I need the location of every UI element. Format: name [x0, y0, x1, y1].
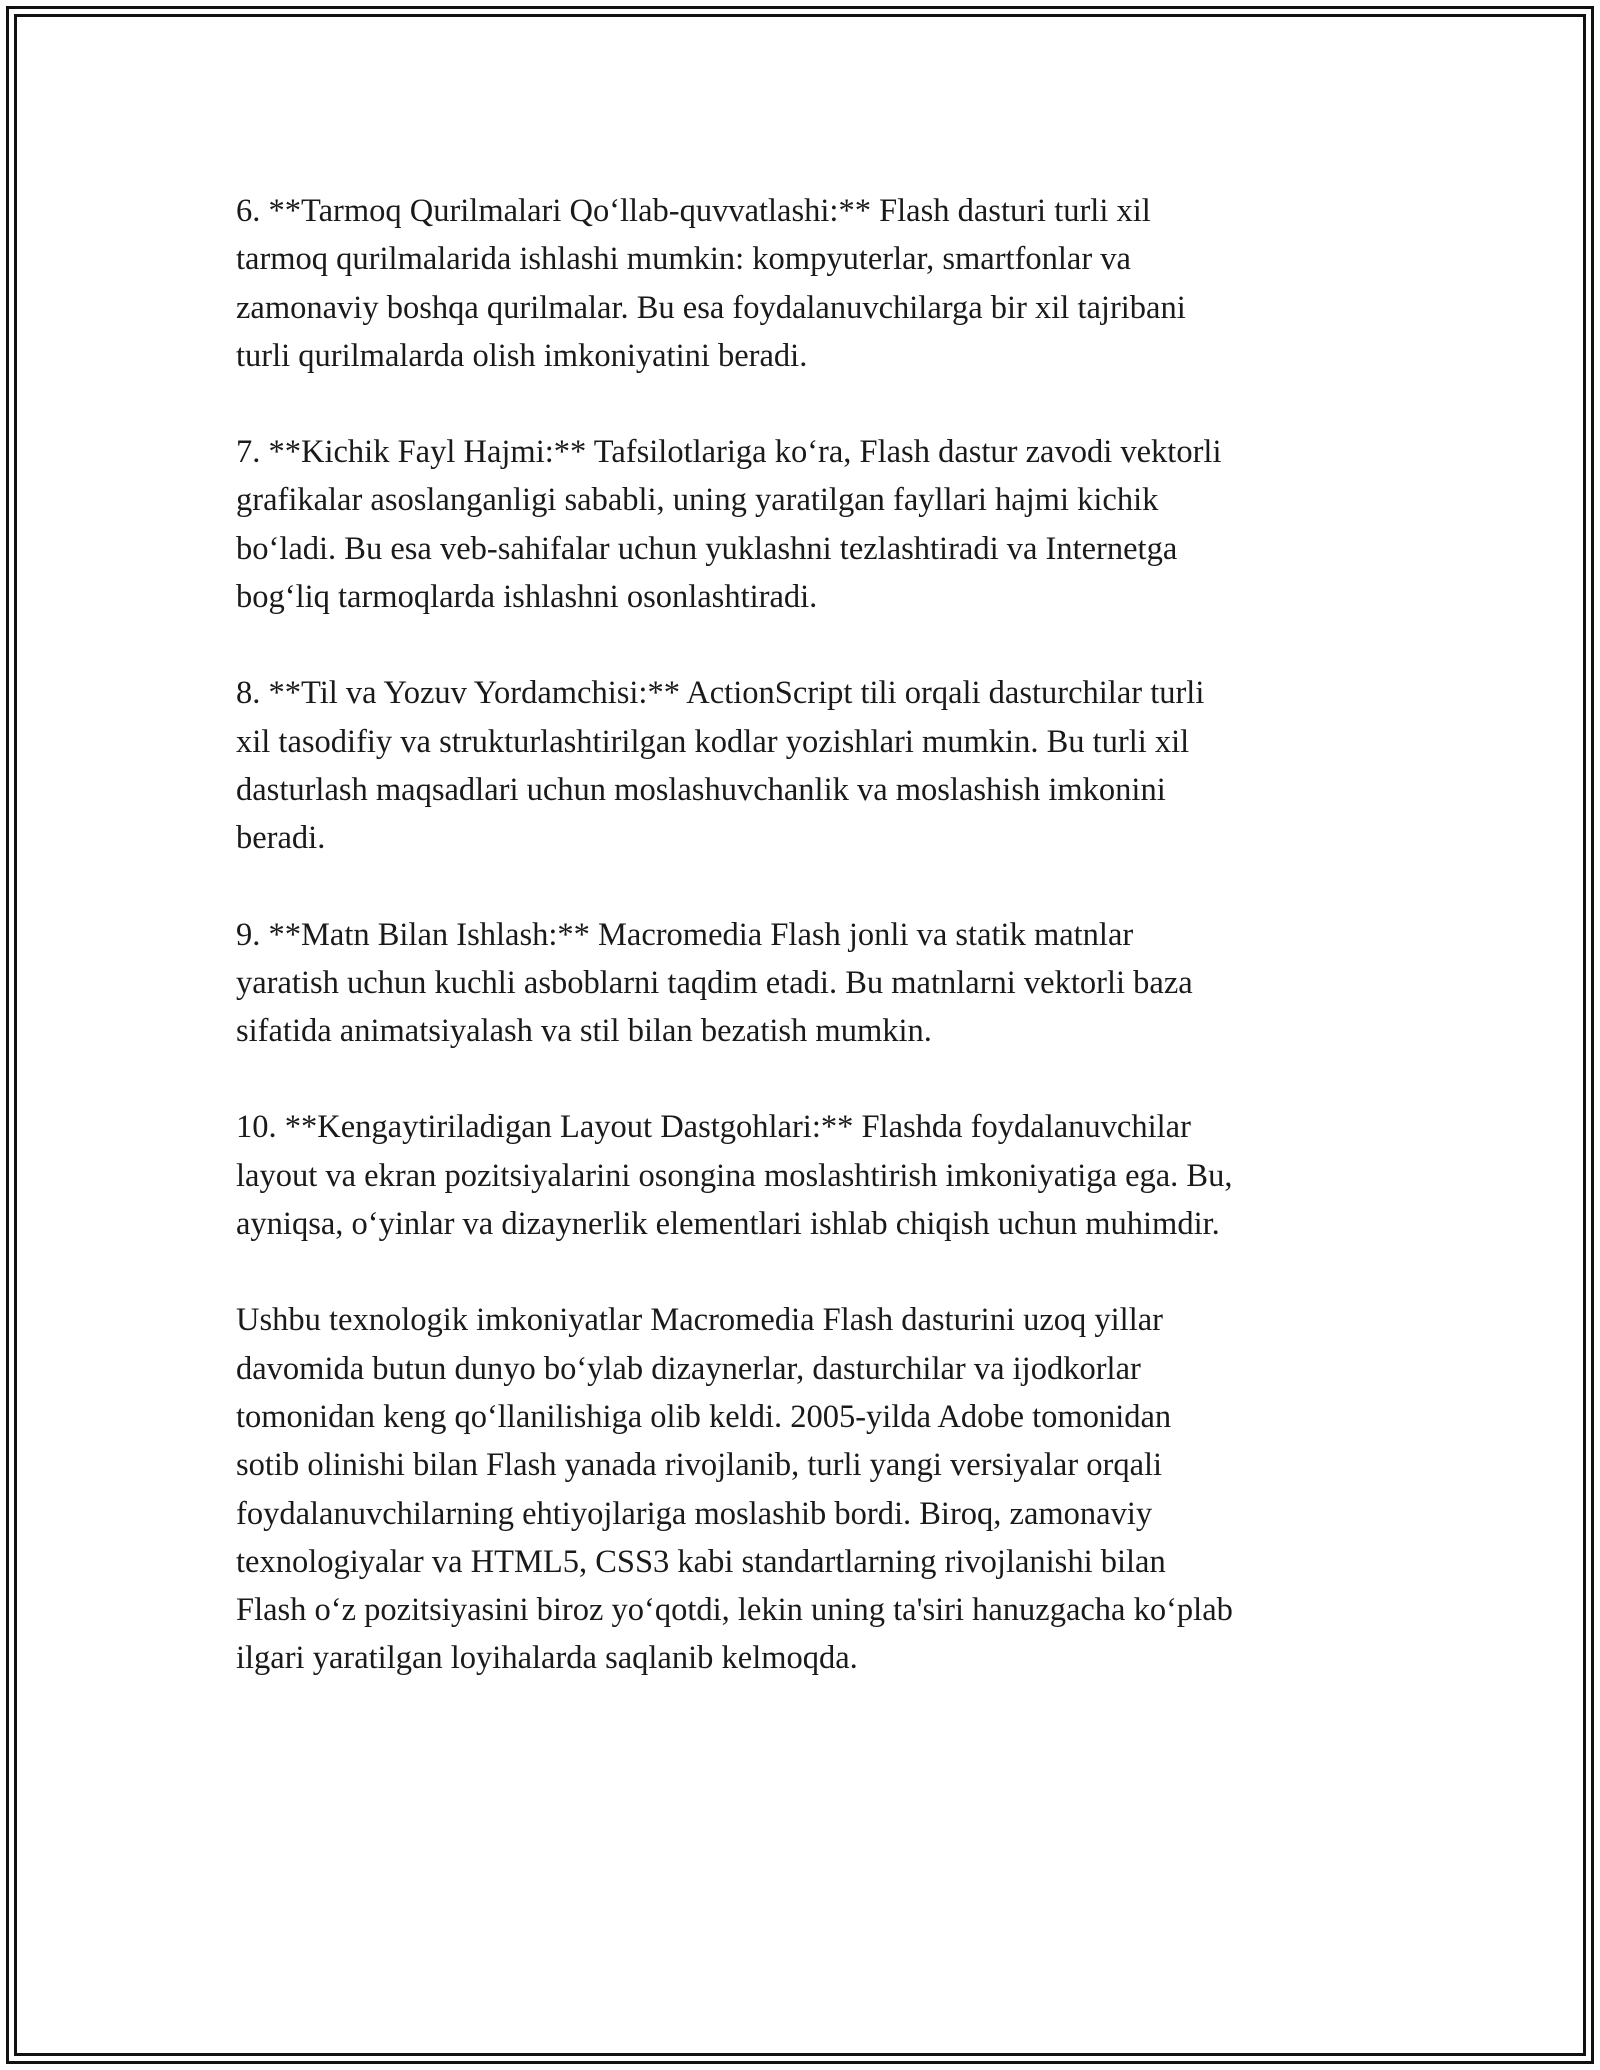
paragraph-item-8	[236, 669, 1366, 862]
text-line: 7. **Kichik Fayl Hajmi:** Tafsilotlariga ko‘ra, Flash dastur zavodi vektorli	[236, 434, 1222, 471]
paragraph-item-7	[236, 428, 1366, 621]
text-line: 6. **Tarmoq Qurilmalari Qo‘llab-quvvatlashi:** Flash dasturi turli xil	[236, 193, 1151, 229]
text-line: dasturlash maqsadlari uchun moslashuvchanlik va moslashish imkonini	[236, 771, 1166, 808]
document-body	[236, 187, 1366, 1731]
text-line: davomida butun dunyo bo‘ylab dizaynerlar, dasturchilar va ijodkorlar	[236, 1350, 1141, 1387]
text-line: 10. **Kengaytiriladigan Layout Dastgohlari:** Flashda foydalanuvchilar	[236, 1109, 1191, 1146]
text-line: Flash o‘z pozitsiyasini biroz yo‘qotdi, lekin uning ta'siri hanuzgacha ko‘plab	[236, 1592, 1233, 1629]
text-line: turli qurilmalarda olish imkoniyatini beradi.	[236, 337, 808, 374]
text-line: tarmoq qurilmalarida ishlashi mumkin: kompyuterlar, smartfonlar va	[236, 241, 1131, 278]
text-line: texnologiyalar va HTML5, CSS3 kabi standartlarning rivojlanishi bilan	[236, 1543, 1166, 1580]
text-line: foydalanuvchilarning ehtiyojlariga moslashib bordi. Biroq, zamonaviy	[236, 1495, 1153, 1532]
text-line: zamonaviy boshqa qurilmalar. Bu esa foydalanuvchilarga bir xil tajribani	[236, 289, 1186, 326]
text-line: bog‘liq tarmoqlarda ishlashni osonlashtiradi.	[236, 579, 818, 616]
text-line: layout va ekran pozitsiyalarini osongina moslashtirish imkoniyatiga ega. Bu,	[236, 1157, 1233, 1194]
text-line: bo‘ladi. Bu esa veb-sahifalar uchun yuklashni tezlashtiradi va Internetga	[236, 530, 1178, 567]
text-line: tomonidan keng qo‘llanilishiga olib keldi. 2005-yilda Adobe tomonidan	[236, 1398, 1172, 1435]
paragraph-item-9	[236, 911, 1366, 1056]
text-line: xil tasodifiy va strukturlashtirilgan kodlar yozishlari mumkin. Bu turli xil	[236, 723, 1190, 760]
text-line: sifatida animatsiyalash va stil bilan bezatish mumkin.	[236, 1013, 932, 1050]
text-line: Ushbu texnologik imkoniyatlar Macromedia Flash dasturini uzoq yillar	[236, 1302, 1163, 1339]
text-line: yaratish uchun kuchli asboblarni taqdim etadi. Bu matnlarni vektorli baza	[236, 964, 1193, 1001]
text-line: ayniqsa, o‘yinlar va dizaynerlik elementlari ishlab chiqish uchun muhimdir.	[236, 1206, 1220, 1243]
text-line: grafikalar asoslanganligi sababli, uning yaratilgan fayllari hajmi kichik	[236, 482, 1159, 519]
paragraph-item-10	[236, 1103, 1366, 1248]
text-line: beradi.	[236, 820, 326, 857]
paragraph-item-6	[236, 187, 1366, 380]
text-line: sotib olinishi bilan Flash yanada rivojlanib, turli yangi versiyalar orqali	[236, 1447, 1163, 1484]
text-line: ilgari yaratilgan loyihalarda saqlanib kelmoqda.	[236, 1640, 858, 1677]
paragraph-conclusion	[236, 1296, 1366, 1682]
text-line: 9. **Matn Bilan Ishlash:** Macromedia Flash jonli va statik matnlar	[236, 916, 1134, 953]
text-line: 8. **Til va Yozuv Yordamchisi:** ActionScript tili orqali dasturchilar turli	[236, 675, 1205, 712]
